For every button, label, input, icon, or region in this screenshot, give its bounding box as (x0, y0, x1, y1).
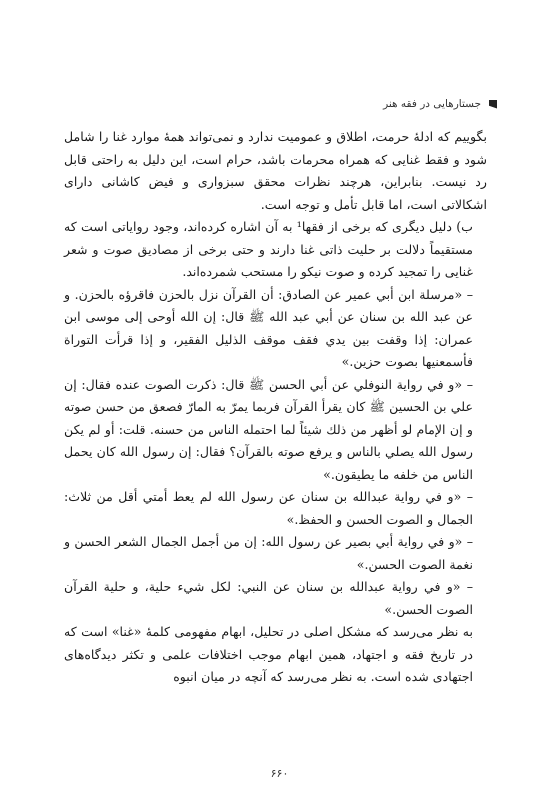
paragraph-intro: بگوییم که ادلهٔ حرمت، اطلاق و عمومیت ندارد و نمی‌تواند همهٔ موارد غنا را شامل شود و فقط غنایی که همراه محرمات باشد، حرام است، این دلیل به راحتی قابل رد نیست. بنابراین، هرچند نظرات محقق سبزواری و فیض کاشانی دارای اشکالاتی است، اما قابل تأمل و توجه است. (64, 129, 487, 212)
quote-abdullah-ibn-sinan-2: – «و في رواية عبدالله بن سنان عن النبي: لكل شيء حلية، و حلية القرآن الصوت الحسن.» (64, 579, 473, 617)
running-header (62, 96, 497, 112)
quote-abu-basir: – «و في رواية أبي بصير عن رسول الله: إن من أجمل الجمال الشعر الحسن و نغمة الصوت الحسن.» (64, 534, 473, 572)
body-text (64, 126, 487, 689)
page-marker-icon (489, 100, 497, 109)
paragraph-second-argument: ب) دلیل دیگری که برخی از فقها¹ به آن اشاره کرده‌اند، وجود روایاتی است که مستقیماً دلالت بر حلیت ذاتی غنا دارند و حتی برخی از مصادیق صوت و شعر غنایی را تمجید کرده و صوت نیکو را مستحب شمرده‌اند. (64, 219, 473, 279)
paragraph-conclusion: به نظر می‌رسد که مشکل اصلی در تحلیل، ابهام مفهومی کلمهٔ «غنا» است که در تاریخ فقه و اجتهاد، همین ابهام موجب اختلافات علمی و تکثر دیدگاه‌های اجتهادی شده است. به نظر می‌رسد که آنچه در میان انبوه (64, 624, 473, 684)
page-number: ۶۶۰ (270, 767, 289, 780)
quote-abdullah-ibn-sinan-1: – «و في رواية عبدالله بن سنان عن رسول الله لم يعط أمتي أقل من ثلاث: الجمال و الصوت الحسن و الحفظ.» (64, 489, 473, 527)
quote-nawfali: – «و في رواية النوفلي عن أبي الحسن ﷺ قال: ذكرت الصوت عنده فقال: إن علي بن الحسين ﷺ كان يقرأ القرآن فربما يمرّ به المارّ فصعق من حسن صوته و إن الإمام لو أظهر من ذلك شيئاً لما احتمله الناس من حسنه. قلت: أو لم يكن رسول الله يصلي بالناس و يرفع صوته بالقرآن؟ فقال: إن رسول الله كان يحمل الناس من خلفه ما يطيقون.» (64, 376, 473, 482)
quote-mursala-ibn-abi-umayr: – «مرسلة ابن أبي عمير عن الصادق: أن القرآن نزل بالحزن فاقرؤه بالحزن. و عن عبد الله بن سنان عن أبي عبد الله ﷺ قال: إن الله أوحى إلى موسى ابن عمران: إذا وقفت بين يدي فقف موقف الذليل الفقير، و إذا قرأت التوراة فأسمعنيها بصوت حزين.» (64, 286, 473, 369)
running-title: جستارهایی در فقه هنر (383, 98, 481, 110)
